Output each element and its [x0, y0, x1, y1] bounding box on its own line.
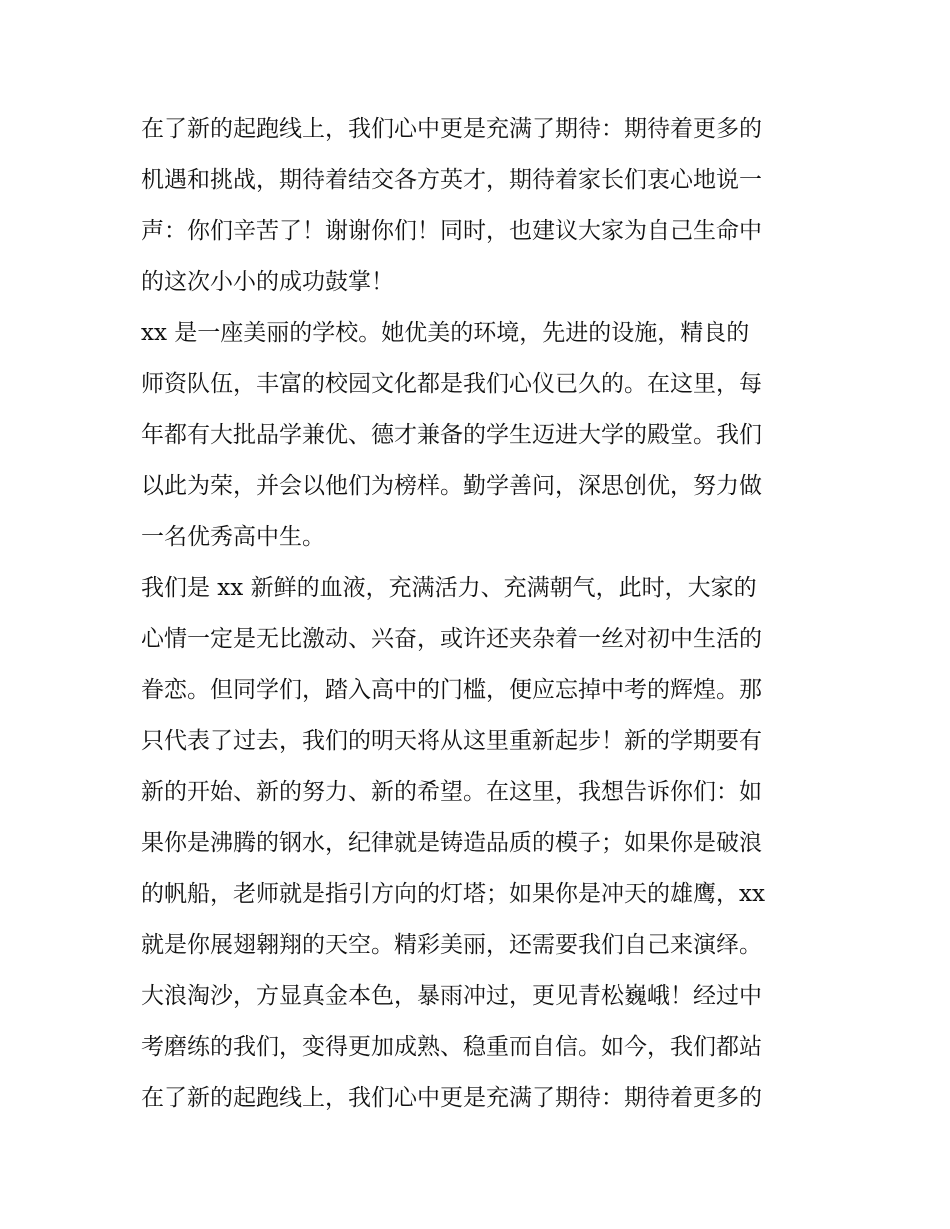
text-line: xx 是一座美丽的学校。她优美的环境，先进的设施，精良的 — [141, 320, 750, 346]
text-line: 考磨练的我们，变得更加成熟、稳重而自信。如今，我们都站 — [141, 1034, 762, 1060]
text-line: 年都有大批品学兼优、德才兼备的学生迈进大学的殿堂。我们 — [141, 422, 762, 448]
text-line: 就是你展翅翱翔的天空。精彩美丽，还需要我们自己来演绎。 — [141, 932, 762, 958]
text-line: 大浪淘沙，方显真金本色，暴雨冲过，更见青松巍峨！经过中 — [141, 983, 762, 1009]
text-line: 新的开始、新的努力、新的希望。在这里，我想告诉你们：如 — [141, 779, 762, 805]
text-line: 师资队伍，丰富的校园文化都是我们心仪已久的。在这里，每 — [141, 371, 762, 397]
text-line: 我们是 xx 新鲜的血液，充满活力、充满朝气，此时，大家的 — [141, 575, 757, 601]
text-line: 的这次小小的成功鼓掌！ — [141, 269, 394, 295]
text-line: 以此为荣，并会以他们为榜样。勤学善问，深思创优，努力做 — [141, 473, 762, 499]
text-line: 在了新的起跑线上，我们心中更是充满了期待：期待着更多的 — [141, 1085, 762, 1111]
text-line: 心情一定是无比激动、兴奋，或许还夹杂着一丝对初中生活的 — [141, 626, 762, 652]
text-line: 的帆船，老师就是指引方向的灯塔；如果你是冲天的雄鹰，xx — [141, 881, 765, 907]
text-line: 一名优秀高中生。 — [141, 524, 325, 550]
text-line: 机遇和挑战，期待着结交各方英才，期待着家长们衷心地说一 — [141, 167, 762, 193]
text-line: 只代表了过去，我们的明天将从这里重新起步！新的学期要有 — [141, 728, 762, 754]
text-line: 声：你们辛苦了！谢谢你们！同时，也建议大家为自己生命中 — [141, 218, 762, 244]
body-text — [141, 104, 811, 1124]
text-line: 眷恋。但同学们，踏入高中的门槛，便应忘掉中考的辉煌。那 — [141, 677, 762, 703]
text-line: 果你是沸腾的钢水，纪律就是铸造品质的模子；如果你是破浪 — [141, 830, 762, 856]
text-line: 在了新的起跑线上，我们心中更是充满了期待：期待着更多的 — [141, 116, 762, 142]
